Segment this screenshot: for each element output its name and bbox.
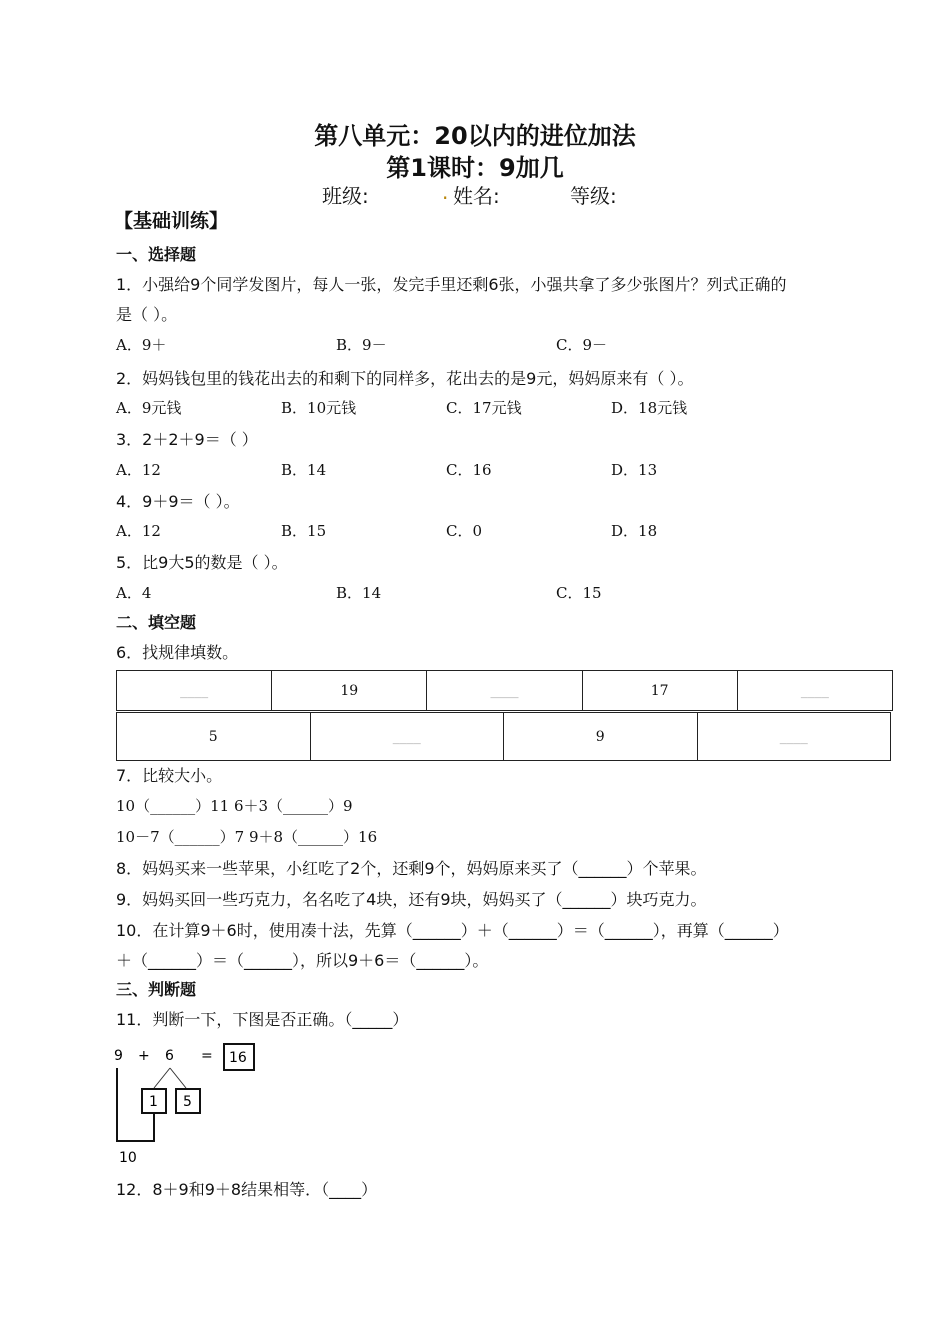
q1-text-cont: 是（ ）。 — [116, 305, 178, 324]
q10-line1: 10．在计算9＋6时，使用凑十法，先算（______）＋（______）＝（______），再算（______） — [116, 921, 789, 940]
q3-option-c[interactable]: C．16 — [446, 461, 492, 479]
diagram-split-1: 1 — [149, 1094, 158, 1110]
diagram-result: 16 — [229, 1050, 247, 1066]
dot-mark: . — [442, 180, 449, 204]
q2-option-a[interactable]: A．9元钱 — [116, 399, 182, 417]
q1-option-c[interactable]: C．9－ — [556, 336, 608, 354]
pattern-cell[interactable]: ____ — [310, 713, 504, 761]
pattern-cell[interactable]: ____ — [117, 671, 272, 711]
q4-option-a[interactable]: A．12 — [116, 522, 161, 540]
q3-option-a[interactable]: A．12 — [116, 461, 161, 479]
q3-option-d[interactable]: D．13 — [611, 461, 658, 479]
q4-text: 4．9＋9＝（ ）。 — [116, 492, 240, 511]
make-ten-diagram — [110, 1040, 270, 1170]
q8-text: 8．妈妈买来一些苹果，小红吃了2个，还剩9个，妈妈原来买了（______）个苹果。 — [116, 859, 707, 878]
diagram-addend-9: 9 — [114, 1048, 123, 1064]
title-unit: 第八单元：20以内的进位加法 — [314, 122, 636, 150]
q2-option-c[interactable]: C．17元钱 — [446, 399, 522, 417]
q1-option-b[interactable]: B．9－ — [336, 336, 387, 354]
pattern-table-row1 — [116, 670, 893, 711]
title-lesson: 第1课时：9加几 — [386, 154, 564, 182]
q5-option-b[interactable]: B．14 — [336, 584, 382, 602]
q3-text: 3．2＋2＋9＝（ ） — [116, 430, 258, 449]
grade-label: 等级: — [570, 184, 617, 208]
pattern-cell: 5 — [117, 713, 311, 761]
name-label: 姓名: — [453, 184, 500, 208]
heading-choice: 一、选择题 — [116, 245, 197, 264]
q4-option-b[interactable]: B．15 — [281, 522, 327, 540]
q1-option-a[interactable]: A．9＋ — [116, 336, 167, 354]
pattern-cell: 17 — [582, 671, 737, 711]
pattern-cell[interactable]: ____ — [737, 671, 892, 711]
q11-text: 11．判断一下，下图是否正确。（_____） — [116, 1010, 409, 1029]
q7-text: 7．比较大小。 — [116, 766, 223, 785]
q5-option-c[interactable]: C．15 — [556, 584, 602, 602]
q5-option-a[interactable]: A．4 — [116, 584, 152, 602]
q6-text: 6．找规律填数。 — [116, 643, 239, 662]
q12-text: 12．8＋9和9＋8结果相等．（____） — [116, 1180, 378, 1199]
diagram-branch-left — [154, 1068, 170, 1088]
heading-true-false: 三、判断题 — [116, 980, 197, 999]
diagram-plus: + — [138, 1048, 150, 1064]
q2-text: 2．妈妈钱包里的钱花出去的和剩下的同样多，花出去的是9元，妈妈原来有（ ）。 — [116, 369, 694, 388]
pattern-table-row2 — [116, 712, 891, 761]
pattern-cell[interactable]: ____ — [427, 671, 582, 711]
pattern-cell[interactable]: ____ — [697, 713, 891, 761]
diagram-split-2: 5 — [183, 1094, 192, 1110]
q9-text: 9．妈妈买回一些巧克力，名名吃了4块，还有9块，妈妈买了（______）块巧克力。 — [116, 890, 707, 909]
q10-line2: ＋（______）＝（______），所以9＋6＝（______）。 — [116, 951, 489, 970]
q7-line2: 10－7（______）7 9＋8（______）16 — [116, 828, 378, 846]
heading-fill-in: 二、填空题 — [116, 613, 197, 632]
q7-line1: 10（______）11 6＋3（______）9 — [116, 797, 353, 815]
section-basic-training: 【基础训练】 — [114, 210, 229, 232]
q2-option-d[interactable]: D．18元钱 — [611, 399, 688, 417]
diagram-addend-6: 6 — [165, 1048, 174, 1064]
q5-text: 5．比9大5的数是（ ）。 — [116, 553, 288, 572]
pattern-cell: 9 — [504, 713, 698, 761]
diagram-ten: 10 — [119, 1150, 137, 1166]
q2-option-b[interactable]: B．10元钱 — [281, 399, 357, 417]
pattern-cell: 19 — [272, 671, 427, 711]
class-label: 班级: — [322, 184, 369, 208]
q3-option-b[interactable]: B．14 — [281, 461, 327, 479]
q4-option-d[interactable]: D．18 — [611, 522, 658, 540]
diagram-branch-right — [170, 1068, 186, 1088]
q4-option-c[interactable]: C．0 — [446, 522, 483, 540]
q1-text: 1．小强给9个同学发图片，每人一张，发完手里还剩6张，小强共拿了多少张图片？列式正确的 — [116, 275, 787, 294]
diagram-equals: = — [201, 1048, 213, 1064]
